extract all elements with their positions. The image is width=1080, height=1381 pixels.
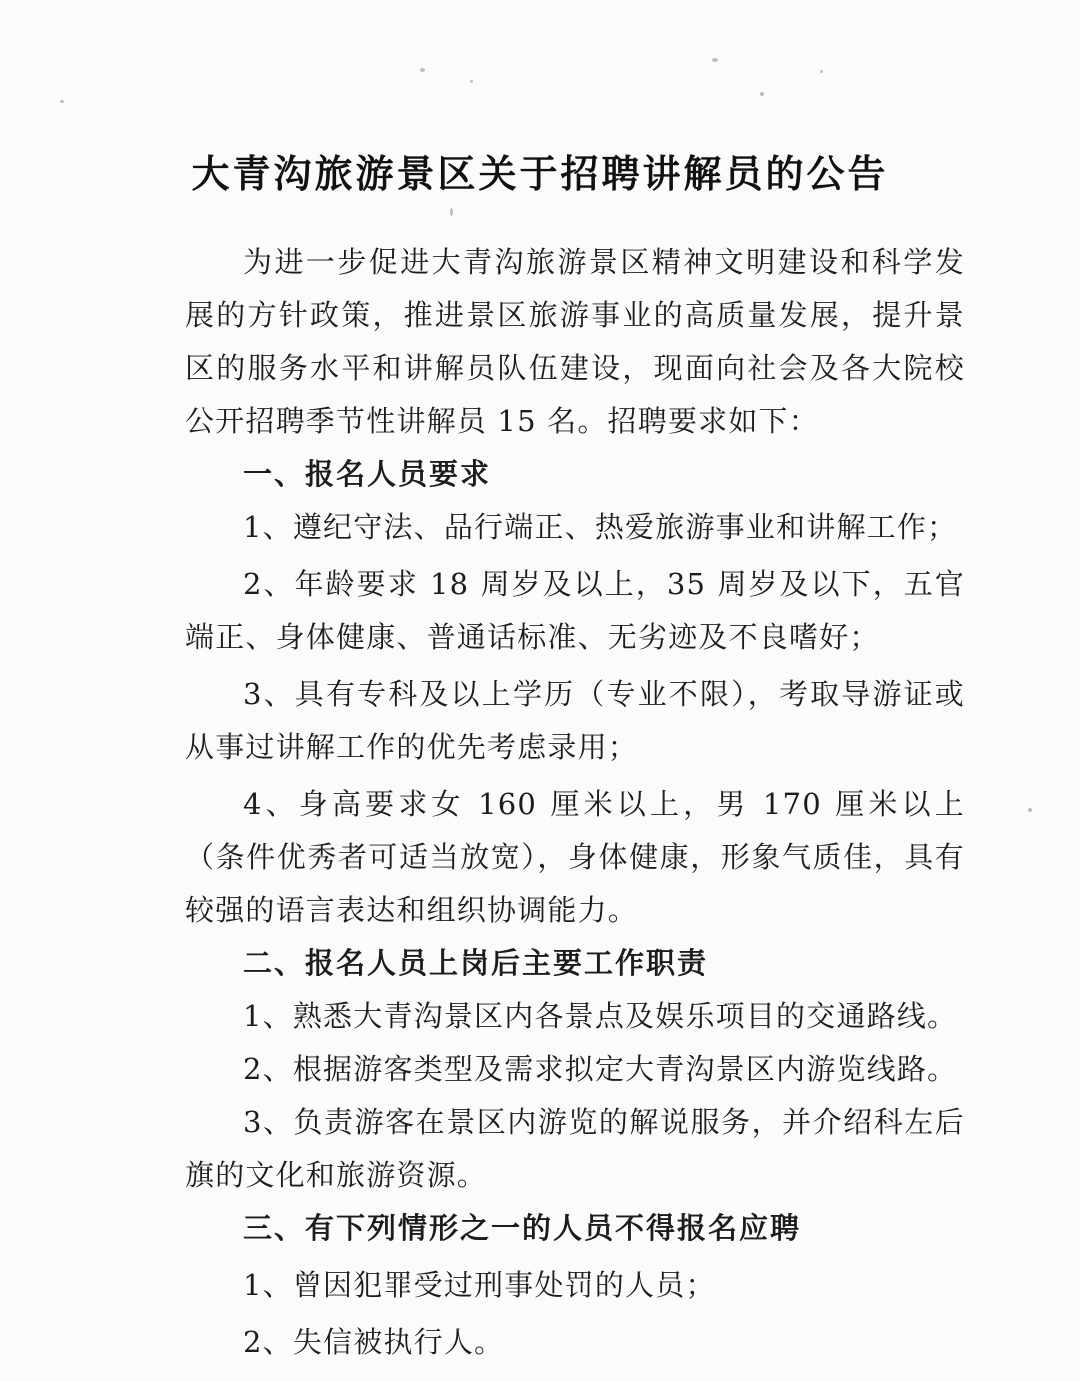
scan-speck bbox=[712, 58, 718, 62]
scan-speck bbox=[60, 100, 64, 103]
scan-speck bbox=[1028, 808, 1032, 812]
list-item: 3、具有专科及以上学历（专业不限），考取导游证或从事过讲解工作的优先考虑录用； bbox=[185, 677, 965, 764]
document-title: 大青沟旅游景区关于招聘讲解员的公告 bbox=[191, 152, 889, 197]
list-item: 1、曾因犯罪受过刑事处罚的人员； bbox=[243, 1268, 716, 1302]
scan-speck bbox=[470, 80, 473, 83]
scan-speck bbox=[760, 92, 764, 96]
list-item: 4、身高要求女 160 厘米以上，男 170 厘米以上（条件优秀者可适当放宽），身体健康，形象气质佳，具有较强的语言表达和组织协调能力。 bbox=[185, 787, 965, 927]
list-item: 1、熟悉大青沟景区内各景点及娱乐项目的交通路线。 bbox=[243, 999, 958, 1033]
scan-speck bbox=[420, 68, 425, 72]
scan-speck bbox=[820, 70, 823, 73]
intro-paragraph: 为进一步促进大青沟旅游景区精神文明建设和科学发展的方针政策，推进景区旅游事业的高质量发展，提升景区的服务水平和讲解员队伍建设，现面向社会及各大院校公开招聘季节性讲解员 15 名。招聘要求如下： bbox=[185, 245, 965, 438]
section-heading-3: 三、有下列情形之一的人员不得报名应聘 bbox=[243, 1211, 802, 1245]
list-item: 1、遵纪守法、品行端正、热爱旅游事业和讲解工作； bbox=[243, 510, 958, 544]
document-body bbox=[185, 236, 965, 1369]
section-heading-1: 一、报名人员要求 bbox=[243, 457, 492, 491]
list-item: 2、年龄要求 18 周岁及以上，35 周岁及以下，五官端正、身体健康、普通话标准、无劣迹及不良嗜好； bbox=[185, 567, 965, 654]
list-item: 2、失信被执行人。 bbox=[243, 1325, 505, 1359]
scan-speck bbox=[450, 208, 453, 216]
list-item: 3、负责游客在景区内游览的解说服务，并介绍科左后旗的文化和旅游资源。 bbox=[185, 1105, 965, 1192]
section-heading-2: 二、报名人员上岗后主要工作职责 bbox=[243, 946, 709, 980]
list-item: 2、根据游客类型及需求拟定大青沟景区内游览线路。 bbox=[243, 1052, 958, 1086]
